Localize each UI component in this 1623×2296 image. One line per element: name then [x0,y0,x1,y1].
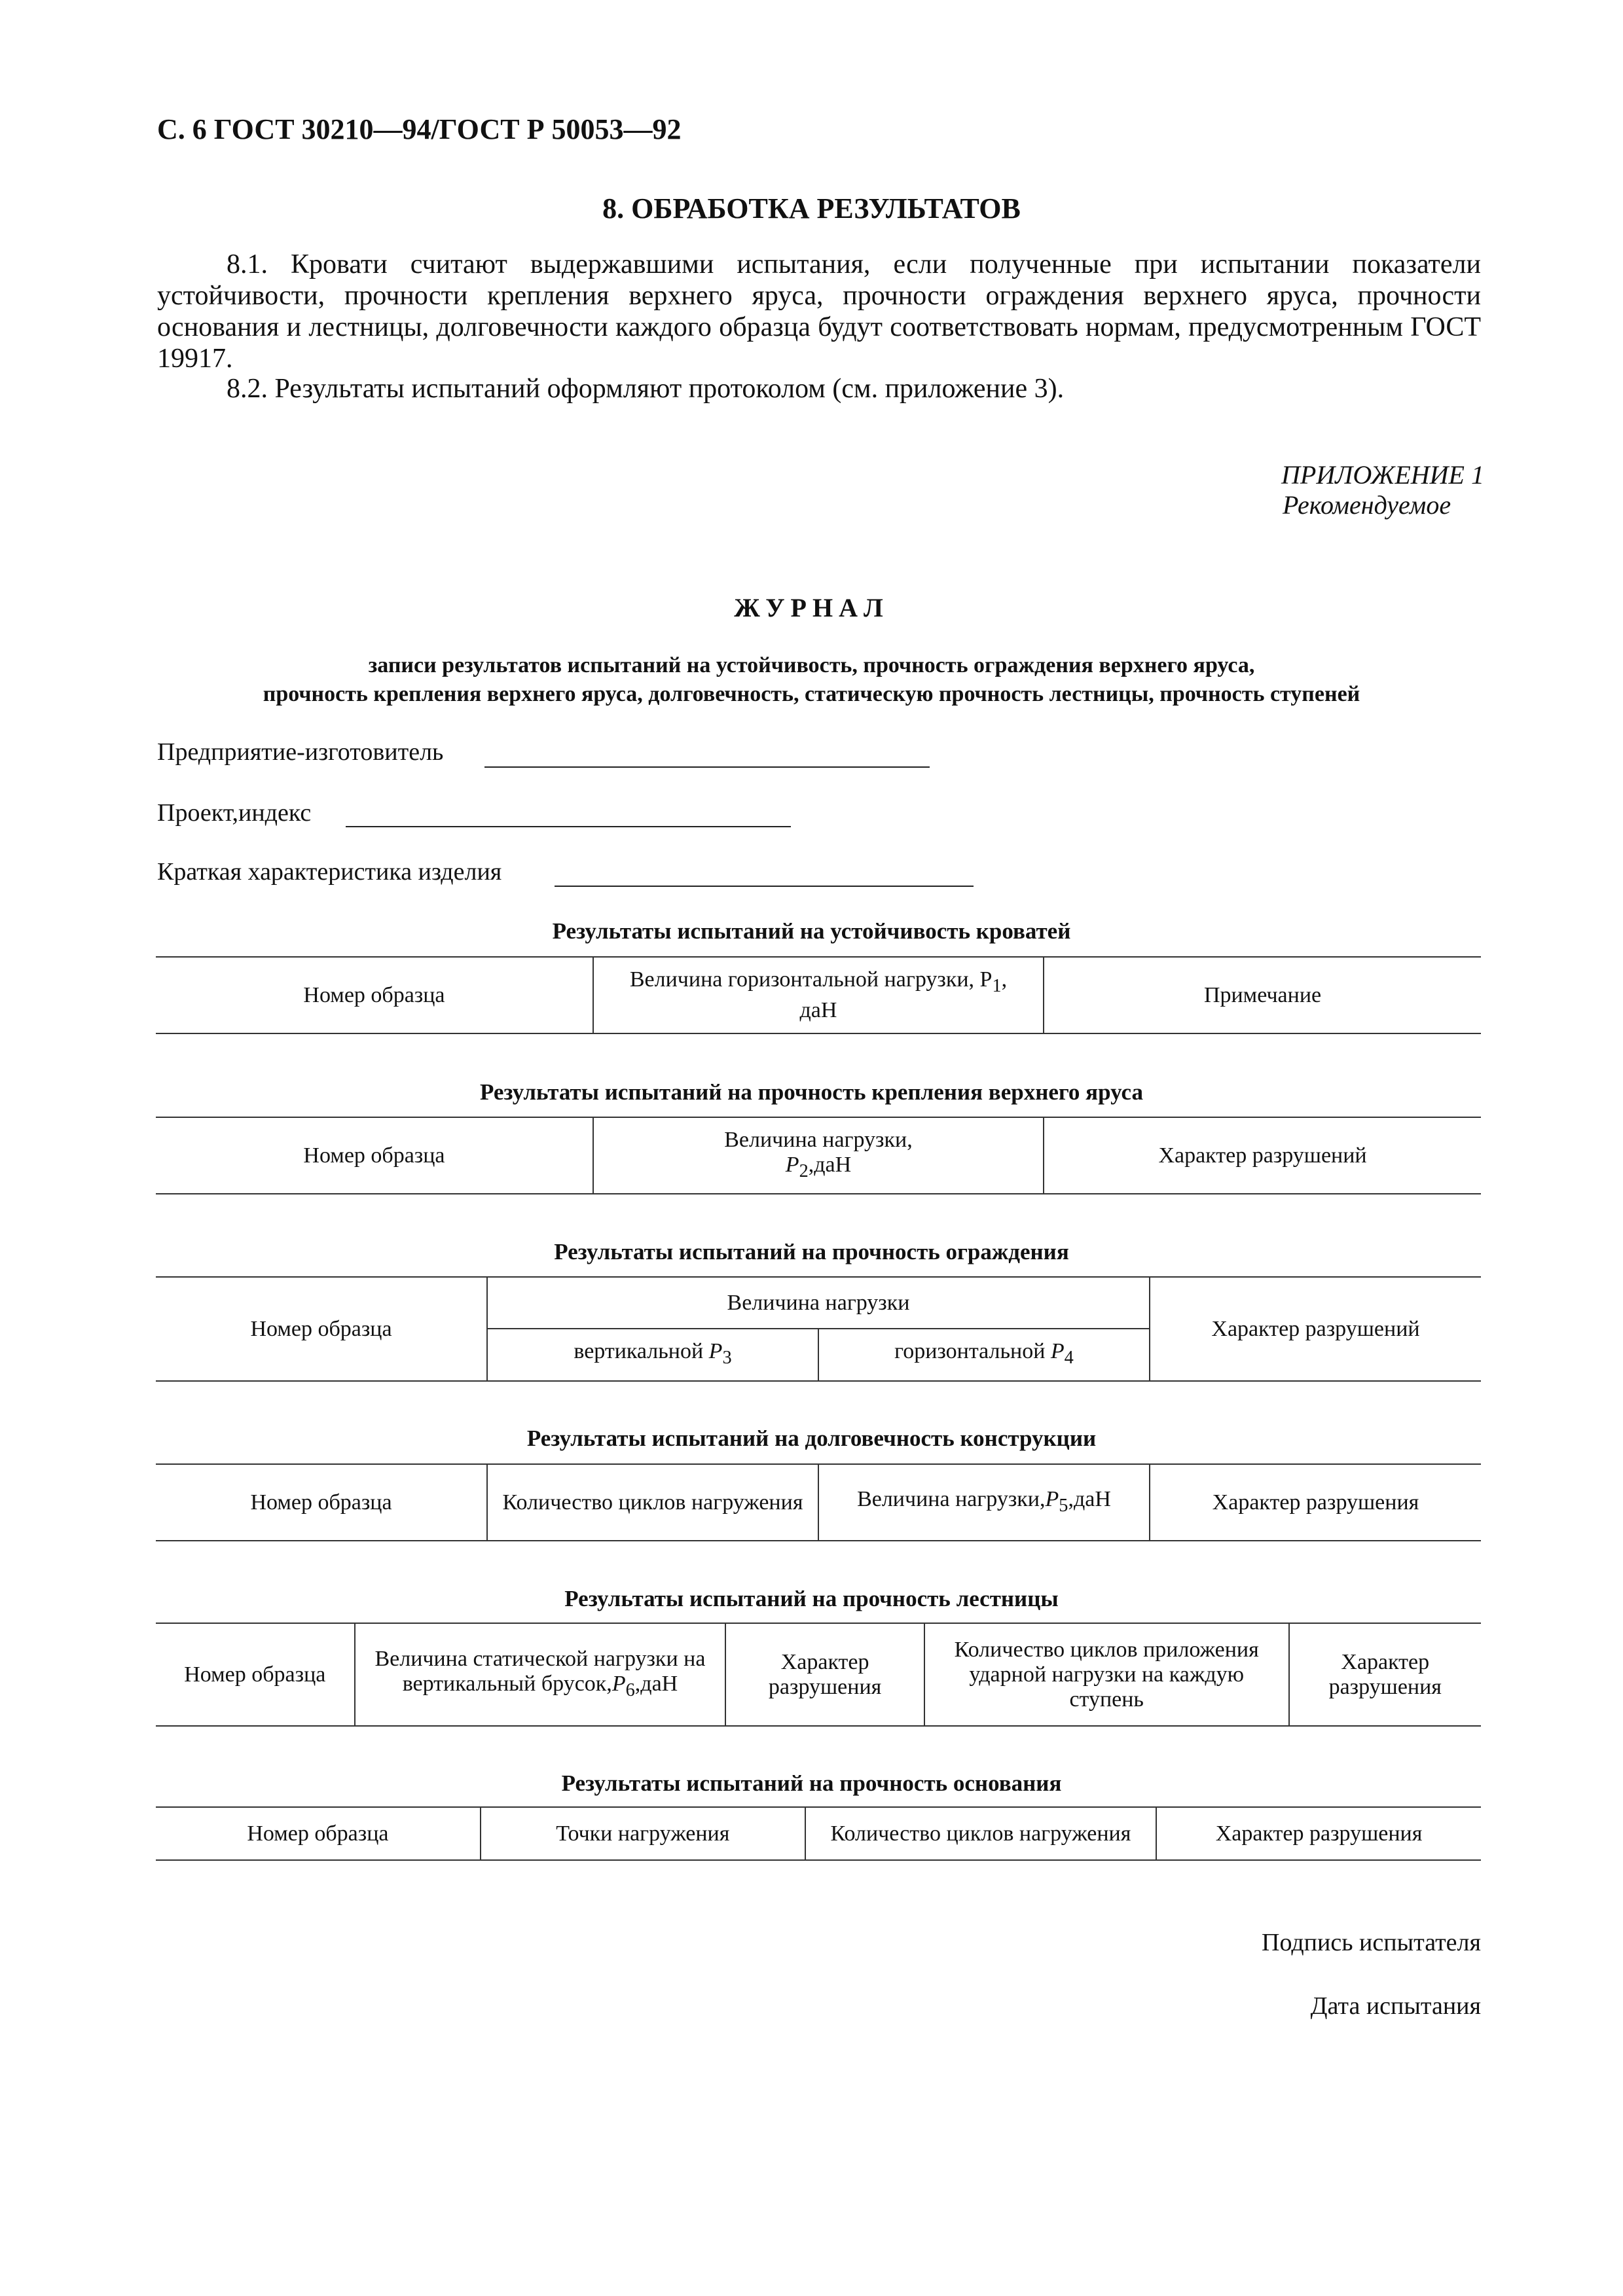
table-upper-tier-caption: Результаты испытаний на прочность крепления верхнего яруса [479,1079,1144,1105]
header-sample-number: Номер образца [156,1117,593,1194]
description-label: Краткая характеристика изделия [157,858,502,886]
header-load-points: Точки нагружения [481,1807,805,1860]
header-sample-number: Номер образца [156,957,593,1033]
header-load: Величина нагрузки, $P_2,даН$ [593,1117,1044,1194]
table-guard-caption: Результаты испытаний на прочность ограждения [554,1239,1069,1265]
table-ladder-caption: Результаты испытаний на прочность лестницы [564,1586,1059,1611]
header-load-cycles: Количество циклов нагружения [805,1807,1156,1860]
paragraph-8-1: 8.1. Кровати считают выдержавшими испытания, если полученные при испытании показатели устойчивости, прочности крепления верхнего яруса, прочности ограждения верхнего яруса, прочности основания и лестницы, долговечности каждого образца будут соответствовать нормам, предусмотренным ГОСТ 19917. [157,249,1481,374]
table-durability [156,1463,1481,1541]
table-durability-caption: Результаты испытаний на долговечность конструкции [526,1426,1097,1451]
header-damage: Характер разрушения [1150,1464,1481,1541]
header-sample-number: Номер образца [156,1807,481,1860]
table-upper-tier [156,1117,1481,1194]
header-note: Примечание [1044,957,1481,1033]
table-stability [156,956,1481,1034]
header-horizontal-load: Величина горизонтальной нагрузки, $P_1$, даН [593,957,1044,1033]
header-sample-number: Номер образца [156,1464,487,1541]
project-label: Проект,индекс [157,799,312,827]
header-damage: Характер разрушений [1150,1277,1481,1381]
table-base-caption: Результаты испытаний на прочность основания [561,1770,1062,1796]
header-damage: Характер разрушений [1044,1117,1481,1194]
header-load-cycles: Количество циклов нагружения [487,1464,818,1541]
appendix-label [1281,460,1484,520]
table-ladder [156,1623,1481,1727]
section-title: 8. ОБРАБОТКА РЕЗУЛЬТАТОВ [602,192,1021,224]
appendix-status: Рекомендуемое [1283,490,1451,520]
table-base [156,1806,1481,1861]
test-date-label: Дата испытания [1310,1992,1481,2020]
header-damage: Характер разрушения [1156,1807,1481,1860]
header-impact-cycles: Количество циклов приложения ударной нагрузки на каждую ступень [924,1623,1289,1726]
header-static-load: Величина статической нагрузки на вертикальный $брусок,P_6,даН$ [355,1623,726,1726]
header-horizontal-load: горизонтальной $P_4$ [818,1329,1150,1381]
tester-signature-label: Подпись испытателя [1262,1929,1481,1956]
manufacturer-label: Предприятие-изготовитель [157,738,444,766]
document-reference: С. 6 ГОСТ 30210—94/ГОСТ Р 50053—92 [157,113,682,145]
header-vertical-load: вертикальной $P_3$ [487,1329,818,1381]
project-line[interactable] [346,826,791,827]
table-guard [156,1276,1481,1382]
journal-subtitle: записи результатов испытаний на устойчивость, прочность ограждения верхнего яруса, прочность крепления верхнего яруса, долговечность, статическую прочность лестницы, прочность ступеней [263,653,1360,706]
appendix-number: ПРИЛОЖЕНИЕ 1 [1281,460,1484,490]
header-sample-number: Номер образца [156,1623,355,1726]
table-stability-caption: Результаты испытаний на устойчивость кроватей [552,918,1071,944]
header-load: Величина $нагрузки,P_5,даН$ [818,1464,1150,1541]
manufacturer-line[interactable] [484,766,930,768]
description-line[interactable] [555,886,974,887]
header-damage: Характер разрушения [725,1623,924,1726]
header-sample-number: Номер образца [156,1277,487,1381]
paragraph-8-2: 8.2. Результаты испытаний оформляют протоколом (см. приложение 3). [227,374,1065,404]
journal-title: ЖУРНАЛ [734,593,889,622]
header-load-group: Величина нагрузки [487,1277,1150,1329]
header-damage-2: Характер разрушения [1289,1623,1482,1726]
